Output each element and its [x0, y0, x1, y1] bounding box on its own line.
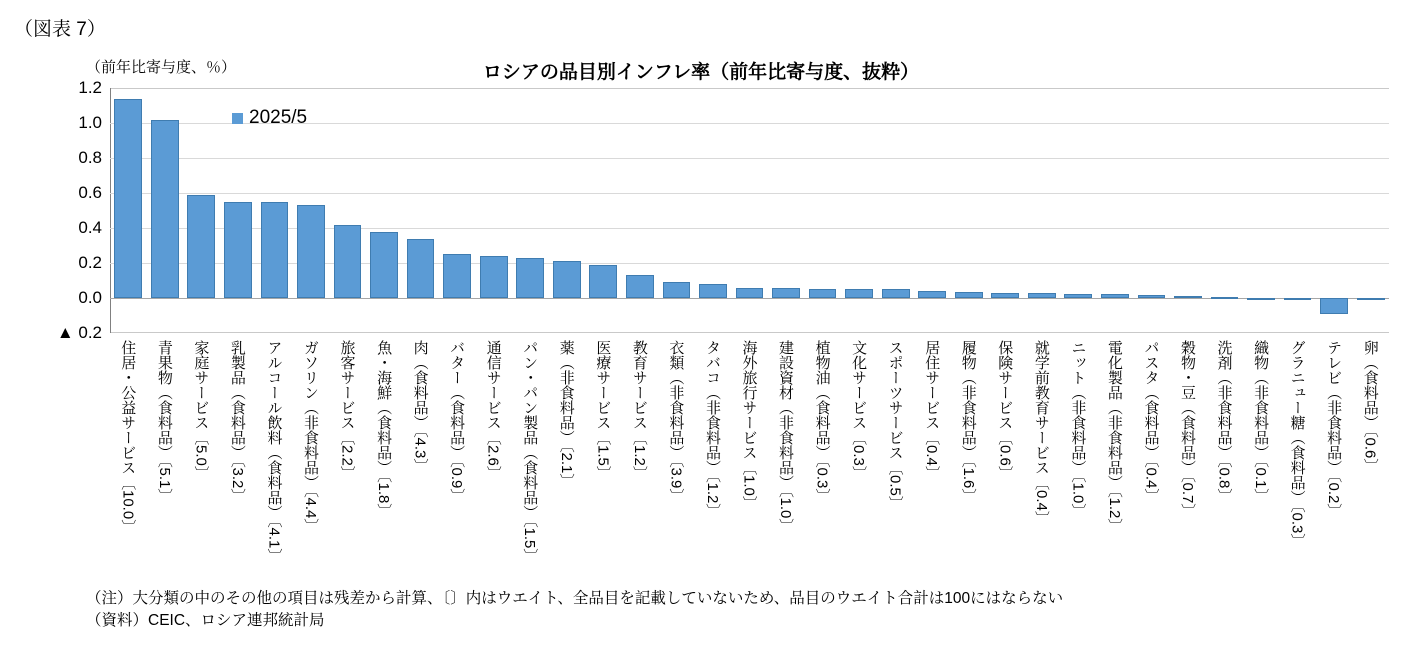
- bar-slot: [549, 88, 586, 333]
- y-tick-label: 0.2: [78, 253, 102, 272]
- bar-slot: [366, 88, 403, 333]
- x-axis-label: 魚・海鮮（食料品）〔1.8〕: [375, 340, 393, 519]
- y-axis-unit-label: （前年比寄与度、％）: [86, 59, 237, 76]
- bar-slot: [622, 88, 659, 333]
- y-tick-label: 0.4: [78, 218, 102, 237]
- bar-slot: [110, 88, 147, 333]
- bar-slot: [1060, 88, 1097, 333]
- x-axis-label: アルコール飲料（食料品）〔4.1〕: [265, 340, 283, 564]
- bar: [1101, 294, 1129, 298]
- bar: [663, 282, 691, 298]
- x-axis-label: 洗剤（非食料品）〔0.8〕: [1215, 340, 1233, 504]
- bar: [480, 256, 508, 298]
- bar-slot: [475, 88, 512, 333]
- x-axis-label: 家庭サービス〔5.0〕: [192, 340, 210, 481]
- x-axis-label: 織物（非食料品）〔0.1〕: [1252, 340, 1270, 504]
- legend-swatch-icon: [232, 113, 243, 124]
- y-tick-label: 1.2: [78, 78, 102, 97]
- bar: [918, 291, 946, 298]
- bar: [224, 202, 252, 298]
- bar: [1064, 294, 1092, 298]
- bar-slot: [1352, 88, 1389, 333]
- bar-slot: [1097, 88, 1134, 333]
- x-axis-label: テレビ（非食料品）〔0.2〕: [1325, 340, 1343, 519]
- x-axis-label: 植物油（食料品）〔0.3〕: [813, 340, 831, 504]
- bar: [187, 195, 215, 298]
- bar: [626, 275, 654, 298]
- chart-plot-area: [56, 78, 1389, 342]
- x-axis-label: 教育サービス〔1.2〕: [630, 340, 648, 481]
- bar: [1174, 296, 1202, 298]
- chart-notes: [86, 588, 1063, 632]
- figure-label: （図表 7）: [14, 19, 106, 40]
- bar-slot: [439, 88, 476, 333]
- bar: [1284, 298, 1312, 300]
- bar: [1211, 297, 1239, 299]
- bar-slot: [183, 88, 220, 333]
- bar-slot: [329, 88, 366, 333]
- bar: [1320, 298, 1348, 314]
- bar-slot: [768, 88, 805, 333]
- x-axis-label: パスタ（食料品）〔0.4〕: [1142, 340, 1160, 504]
- y-tick-label: ▲ 0.2: [56, 323, 102, 342]
- x-axis-label: 薬（非食料品）〔2.1〕: [557, 340, 575, 489]
- bar-slot: [950, 88, 987, 333]
- x-axis-label: 衣類（非食料品）〔3.9〕: [667, 340, 685, 504]
- x-axis-label: 保険サービス〔0.6〕: [996, 340, 1014, 481]
- bar: [553, 261, 581, 298]
- chart-title: ロシアの品目別インフレ率（前年比寄与度、抜粋）: [482, 62, 920, 83]
- x-axis-label: 乳製品（食料品）〔3.2〕: [228, 340, 246, 504]
- source-line: （資料）CEIC、ロシア連邦統計局: [86, 612, 325, 629]
- x-axis-labels: [110, 340, 1389, 580]
- bar: [991, 293, 1019, 298]
- note-line: （注）大分類の中のその他の項目は残差から計算、〔〕内はウエイト、全品目を記載していないため、品目のウエイト合計は100にはならない: [86, 590, 1064, 607]
- x-axis-label: 肉（食料品）〔4.3〕: [411, 340, 429, 474]
- bar: [1247, 298, 1275, 300]
- x-axis-label: 医療サービス〔1.5〕: [594, 340, 612, 481]
- bar-slot: [658, 88, 695, 333]
- x-axis-label: 建設資材（非食料品）〔1.0〕: [777, 340, 795, 534]
- bar-slot: [987, 88, 1024, 333]
- y-tick-label: 1.0: [78, 113, 102, 132]
- bar: [589, 265, 617, 298]
- bar-slot: [147, 88, 184, 333]
- x-axis-label: タバコ（非食料品）〔1.2〕: [703, 340, 721, 519]
- bar: [699, 284, 727, 298]
- x-axis-label: グラニュー糖（食料品）〔0.3〕: [1288, 340, 1306, 549]
- bar: [955, 292, 983, 298]
- bar-slot: [914, 88, 951, 333]
- bar-slot: [1243, 88, 1280, 333]
- bar: [809, 289, 837, 298]
- bar-slot: [585, 88, 622, 333]
- bar: [736, 288, 764, 299]
- bar: [772, 288, 800, 299]
- bar-slot: [1206, 88, 1243, 333]
- bar: [1028, 293, 1056, 298]
- bar-slot: [402, 88, 439, 333]
- x-axis-label: 履物（非食料品）〔1.6〕: [959, 340, 977, 504]
- x-axis-label: 就学前教育サービス〔0.4〕: [1032, 340, 1050, 526]
- x-axis-label: 電化製品（非食料品）〔1.2〕: [1105, 340, 1123, 534]
- x-axis-label: ガソリン（非食料品）〔4.4〕: [301, 340, 319, 534]
- chart-legend: [232, 107, 307, 129]
- x-axis-label: 住居・公益サービス〔10.0〕: [119, 340, 137, 535]
- bar-slot: [1133, 88, 1170, 333]
- bar: [845, 289, 873, 298]
- x-axis-label: 旅客サービス〔2.2〕: [338, 340, 356, 481]
- x-axis-label: 通信サービス〔2.6〕: [484, 340, 502, 481]
- bar-slot: [1170, 88, 1207, 333]
- bar: [334, 225, 362, 299]
- y-tick-label: 0.8: [78, 148, 102, 167]
- bar-slot: [512, 88, 549, 333]
- bar-slot: [841, 88, 878, 333]
- bar-slot: [695, 88, 732, 333]
- bar-slot: [1316, 88, 1353, 333]
- x-axis-label: スポーツサービス〔0.5〕: [886, 340, 904, 511]
- x-axis-label: 卵（食料品）〔0.6〕: [1361, 340, 1379, 474]
- bar: [882, 289, 910, 298]
- bar: [261, 202, 289, 298]
- y-tick-label: 0.0: [78, 288, 102, 307]
- bar-slot: [804, 88, 841, 333]
- bar: [297, 205, 325, 298]
- bar: [443, 254, 471, 298]
- bar: [1357, 298, 1385, 300]
- x-axis-label: 青果物（食料品）〔5.1〕: [155, 340, 173, 504]
- bar-slot: [1279, 88, 1316, 333]
- y-tick-label: 0.6: [78, 183, 102, 202]
- x-axis-label: ニット（非食料品）〔1.0〕: [1069, 340, 1087, 519]
- x-axis-label: 居住サービス〔0.4〕: [923, 340, 941, 481]
- x-axis-label: バター（食料品）〔0.9〕: [448, 340, 466, 504]
- bar: [1138, 295, 1166, 298]
- x-axis-label: 海外旅行サービス〔1.0〕: [740, 340, 758, 511]
- x-axis-label: 穀物・豆（食料品）〔0.7〕: [1179, 340, 1196, 519]
- bar-slot: [731, 88, 768, 333]
- x-axis-label: パン・パン製品（食料品）〔1.5〕: [521, 340, 539, 564]
- x-axis-label: 文化サービス〔0.3〕: [850, 340, 868, 481]
- bar: [151, 120, 179, 299]
- bar: [407, 239, 435, 299]
- bar-slot: [877, 88, 914, 333]
- bar: [516, 258, 544, 298]
- bar: [370, 232, 398, 299]
- legend-label: 2025/5: [249, 107, 308, 128]
- bar: [114, 99, 142, 299]
- bar-slot: [1024, 88, 1061, 333]
